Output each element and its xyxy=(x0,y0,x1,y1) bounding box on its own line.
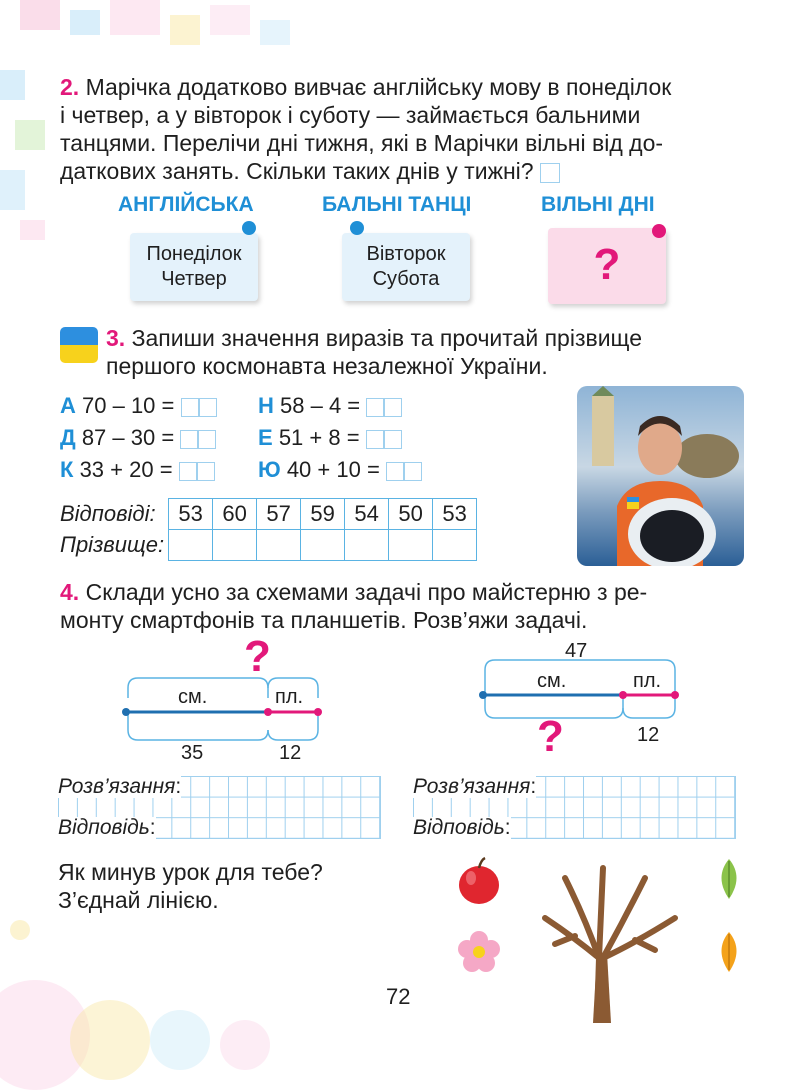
colon: : xyxy=(504,816,511,839)
scheme-2 xyxy=(475,650,705,750)
cosmonaut-photo xyxy=(577,386,744,566)
reflection-line1: Як минув урок для тебе? xyxy=(58,859,323,885)
task2-line4: даткових занять. Скільки таких днів у тижні? xyxy=(60,158,534,184)
surname-cell[interactable] xyxy=(301,530,345,561)
note-english-line1: Понеділок xyxy=(146,243,242,265)
solution-label: Розв’язання xyxy=(413,775,531,798)
task2-line1: Марічка додатково вивчає англійську мову в понеділок xyxy=(85,74,672,100)
expr-k xyxy=(60,457,215,483)
surname-cell[interactable] xyxy=(257,530,301,561)
note-dance-line2: Субота xyxy=(372,268,440,290)
answer-box[interactable] xyxy=(404,462,422,481)
scheme-1 xyxy=(110,640,340,770)
answer-box[interactable] xyxy=(366,430,384,449)
colon: : xyxy=(149,816,156,839)
answer-box[interactable] xyxy=(386,462,404,481)
task4-text xyxy=(60,578,750,634)
surname-label: Прізвище: xyxy=(60,532,165,557)
task3-line1: Запиши значення виразів та прочитай прізвище xyxy=(131,325,643,351)
task3-text xyxy=(106,324,756,380)
decor-bottom-left xyxy=(0,900,360,1051)
answer-box[interactable] xyxy=(384,398,402,417)
answer-cell: 59 xyxy=(301,499,345,530)
solution-grid-right xyxy=(413,776,736,839)
solution-label: Розв’язання xyxy=(58,775,176,798)
expr-d xyxy=(60,425,216,451)
answer-cell: 50 xyxy=(389,499,433,530)
expr-a xyxy=(60,393,217,419)
task3-line2: першого космонавта незалежної України. xyxy=(106,353,548,379)
header-dance: БАЛЬНІ ТАНЦІ xyxy=(322,193,472,216)
task2-number: 2. xyxy=(60,74,80,100)
answer-label: Відповідь xyxy=(58,816,150,839)
answer-box[interactable] xyxy=(180,430,198,449)
answer-cell: 57 xyxy=(257,499,301,530)
answer-cell: 54 xyxy=(345,499,389,530)
answer-box[interactable] xyxy=(199,398,217,417)
expr-letter: Е xyxy=(258,425,273,450)
answer-box[interactable] xyxy=(366,398,384,417)
orange-leaf-icon[interactable] xyxy=(714,930,744,974)
scheme2-question: ? xyxy=(537,712,564,761)
expr-text: 51 + 8 = xyxy=(278,425,360,450)
header-english: АНГЛІЙСЬКА xyxy=(118,193,254,216)
expr-letter: Д xyxy=(60,425,76,450)
scheme2-total: 47 xyxy=(565,640,588,662)
scheme1-right-value: 12 xyxy=(279,742,302,764)
decor-left-column xyxy=(0,60,60,240)
reflection-line2: З’єднай лінією. xyxy=(58,887,219,913)
answer-box[interactable] xyxy=(198,430,216,449)
expr-text: 87 – 30 = xyxy=(81,425,175,450)
answer-cell: 53 xyxy=(169,499,213,530)
scheme1-left-label: см. xyxy=(178,686,208,708)
apple-icon[interactable] xyxy=(455,856,503,906)
answer-box[interactable] xyxy=(384,430,402,449)
cosmonaut-illustration xyxy=(577,386,744,566)
expr-letter: К xyxy=(60,457,74,482)
scheme2-right-label: пл. xyxy=(633,670,662,692)
surname-cell[interactable] xyxy=(389,530,433,561)
task4-number: 4. xyxy=(60,579,80,605)
surname-cell[interactable] xyxy=(169,530,213,561)
header-free: ВІЛЬНІ ДНІ xyxy=(541,193,655,216)
expr-yu xyxy=(258,457,422,483)
tree-icon[interactable] xyxy=(515,858,695,1023)
scheme2-right-value: 12 xyxy=(637,724,660,746)
note-free-question: ? xyxy=(593,240,621,289)
answer-box[interactable] xyxy=(181,398,199,417)
note-dance xyxy=(342,233,470,301)
answer-cell: 53 xyxy=(433,499,477,530)
task2-text xyxy=(60,73,750,185)
push-pin-icon xyxy=(242,221,256,235)
decor-top-left xyxy=(0,0,330,60)
expr-e xyxy=(258,425,402,451)
task4-line1: Склади усно за схемами задачі про майстерню з ре- xyxy=(85,579,648,605)
surname-cell[interactable] xyxy=(213,530,257,561)
task2-line3: танцями. Перелічи дні тижня, які в Марічки вільні від до- xyxy=(60,130,664,156)
note-dance-line1: Вівторок xyxy=(366,243,446,265)
answers-label: Відповіді: xyxy=(60,501,156,526)
surname-cell[interactable] xyxy=(433,530,477,561)
answer-box[interactable] xyxy=(179,462,197,481)
push-pin-icon xyxy=(652,224,666,238)
note-free xyxy=(548,228,666,304)
answer-box[interactable] xyxy=(540,163,560,183)
flower-icon[interactable] xyxy=(457,930,501,974)
expr-n xyxy=(258,393,402,419)
task2-line2: і четвер, а у вівторок і суботу — займається бальними xyxy=(60,102,641,128)
solution-grid-left xyxy=(58,776,381,839)
answer-cell: 60 xyxy=(213,499,257,530)
answers-table xyxy=(60,498,477,561)
push-pin-icon xyxy=(350,221,364,235)
answer-box[interactable] xyxy=(197,462,215,481)
colon: : xyxy=(530,775,537,798)
scheme2-left-label: см. xyxy=(537,670,567,692)
colon: : xyxy=(175,775,182,798)
expr-text: 70 – 10 = xyxy=(82,393,175,418)
scheme1-question: ? xyxy=(244,632,271,681)
note-english xyxy=(130,233,258,301)
flag-icon xyxy=(60,327,98,363)
note-english-line2: Четвер xyxy=(161,268,227,290)
expr-letter: Н xyxy=(258,393,274,418)
expr-text: 40 + 10 = xyxy=(286,457,380,482)
page-number: 72 xyxy=(386,984,411,1009)
answer-label: Відповідь xyxy=(413,816,505,839)
expr-letter: А xyxy=(60,393,76,418)
expr-text: 58 – 4 = xyxy=(280,393,361,418)
surname-cell[interactable] xyxy=(345,530,389,561)
green-leaf-icon[interactable] xyxy=(714,857,744,901)
task3-number: 3. xyxy=(106,325,126,351)
scheme1-right-label: пл. xyxy=(275,686,304,708)
task4-line2: монту смартфонів та планшетів. Розв’яжи задачі. xyxy=(60,607,588,633)
expr-letter: Ю xyxy=(258,457,281,482)
scheme1-left-value: 35 xyxy=(181,742,204,764)
expr-text: 33 + 20 = xyxy=(79,457,173,482)
